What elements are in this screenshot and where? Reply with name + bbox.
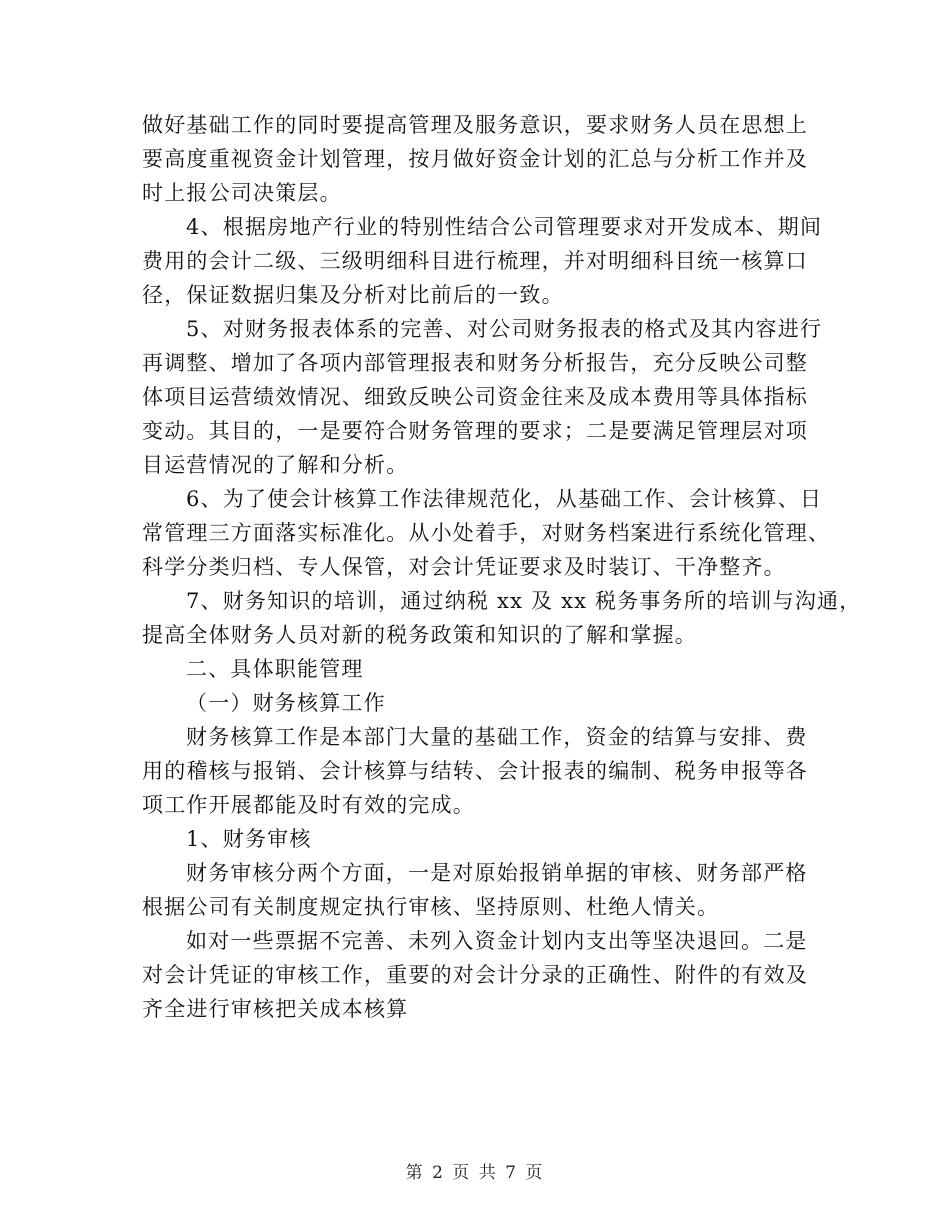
text-line: 常管理三方面落实标准化。从小处着手，对财务档案进行系统化管理、 <box>142 521 831 545</box>
text-line: 5、对财务报表体系的完善、对公司财务报表的格式及其内容进行 <box>186 317 823 341</box>
page-footer: 第 2 页 共 7 页 <box>405 1163 545 1183</box>
text-line: 财务审核分两个方面，一是对原始报销单据的审核、财务部严格 <box>186 861 808 885</box>
text-line: 体项目运营绩效情况、细致反映公司资金往来及成本费用等具体指标 <box>142 385 808 409</box>
text-line: 项工作开展都能及时有效的完成。 <box>142 793 475 817</box>
text-line: 再调整、增加了各项内部管理报表和财务分析报告，充分反映公司整 <box>142 351 808 375</box>
text-line: 如对一些票据不完善、未列入资金计划内支出等坚决退回。二是 <box>186 929 808 953</box>
text-line: 用的稽核与报销、会计核算与结转、会计报表的编制、税务申报等各 <box>142 759 808 783</box>
text-line: （一）财务核算工作 <box>186 691 386 715</box>
text-line: 6、为了使会计核算工作法律规范化，从基础工作、会计核算、日 <box>186 487 823 511</box>
text-line: 根据公司有关制度规定执行审核、坚持原则、杜绝人情关。 <box>142 895 720 919</box>
text-line: 科学分类归档、专人保管，对会计凭证要求及时装订、干净整齐。 <box>142 555 786 579</box>
text-line: 二、具体职能管理 <box>186 657 364 681</box>
document-body <box>142 108 862 1026</box>
text-line: 目运营情况的了解和分析。 <box>142 453 409 477</box>
text-line: 齐全进行审核把关成本核算 <box>142 997 409 1021</box>
text-line: 做好基础工作的同时要提高管理及服务意识，要求财务人员在思想上 <box>142 113 808 137</box>
text-line: 径，保证数据归集及分析对比前后的一致。 <box>142 283 564 307</box>
text-line: 对会计凭证的审核工作，重要的对会计分录的正确性、附件的有效及 <box>142 963 808 987</box>
text-line: 费用的会计二级、三级明细科目进行梳理，并对明细科目统一核算口 <box>142 249 808 273</box>
text-line: 提高全体财务人员对新的税务政策和知识的了解和掌握。 <box>142 623 697 647</box>
text-line: 7、财务知识的培训，通过纳税 xx 及 xx 税务事务所的培训与沟通， <box>186 589 862 613</box>
text-line: 要高度重视资金计划管理，按月做好资金计划的汇总与分析工作并及 <box>142 147 808 171</box>
text-line: 变动。其目的，一是要符合财务管理的要求；二是要满足管理层对项 <box>142 419 808 443</box>
text-line: 4、根据房地产行业的特别性结合公司管理要求对开发成本、期间 <box>186 215 823 239</box>
text-line: 财务核算工作是本部门大量的基础工作，资金的结算与安排、费 <box>186 725 808 749</box>
text-line: 时上报公司决策层。 <box>142 181 342 205</box>
text-line: 1、财务审核 <box>186 827 312 851</box>
